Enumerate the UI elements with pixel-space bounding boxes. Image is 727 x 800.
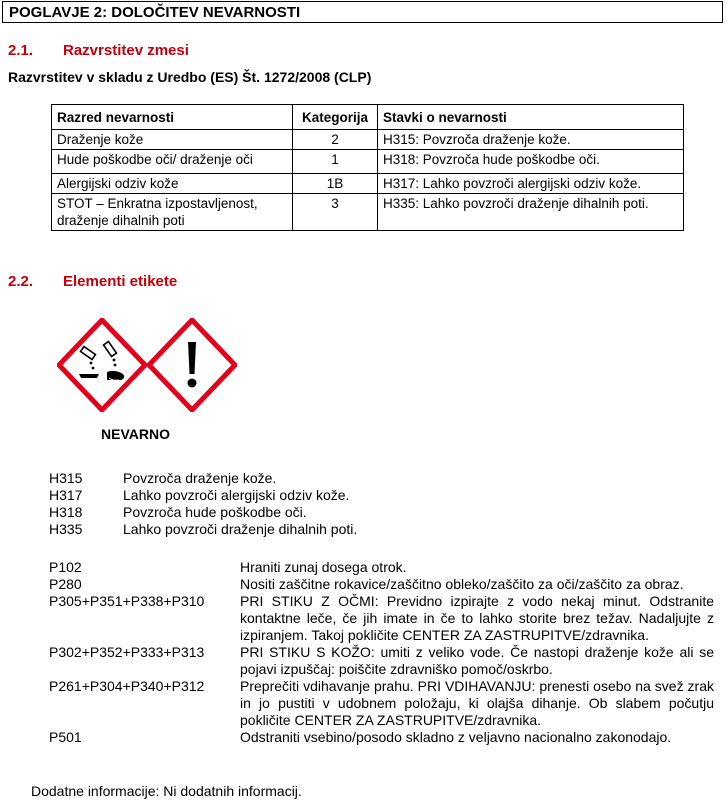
hazard-code: H318 [49,504,83,520]
precautionary-text: Preprečiti vdihavanje prahu. PRI VDIHAVANJU: prenesti osebo na svež zrak in jo pustiti v udobnem položaju, ki olajša dihanje. Ob slabem počutju pokličite CENTER ZA ZASTRUPITVE/zdravnika. [240,678,714,728]
hazard-statement-cell: H335: Lahko povzroči draženje dihalnih poti. [378,194,684,231]
hazard-class-cell: Alergijski odziv kože [52,174,293,194]
ghs-pictograms [57,318,237,412]
table-row [52,194,684,231]
hazard-text: Lahko povzroči draženje dihalnih poti. [123,521,358,537]
hazard-text: Povzroča hude poškodbe oči. [123,504,307,520]
precautionary-text: PRI STIKU S KOŽO: umiti z veliko vode. Če nastopi draženje kože ali se pojavi izpuščaj: poiščite zdravniško pomoč/oskrbo. [240,644,714,677]
list-item [49,559,714,576]
hazard-class-cell: STOT – Enkratna izpostavljenost, draženje dihalnih poti [52,194,293,231]
category-cell: 2 [293,130,378,150]
table-row [52,150,684,174]
precautionary-code: P501 [49,729,82,745]
precautionary-text: PRI STIKU Z OČMI: Previdno izpirajte z vodo nekaj minut. Odstranite kontaktne leče, če jih imate in če to lahko storite brez težav. Nadaljujte z izpiranjem. Takoj pokličite CENTER ZA ZASTRUPITVE/zdravnika. [240,593,714,643]
precautionary-statements-list [49,559,714,746]
hazard-code: H315 [49,470,83,486]
column-header: Kategorija [293,105,378,130]
hazard-code: H317 [49,487,83,503]
category-cell: 1B [293,174,378,194]
hazard-class-cell: Hude poškodbe oči/ draženje oči [52,150,293,174]
additional-information: Dodatne informacije: Ni dodatnih informacij. [31,783,302,799]
section-title: Elementi etikete [63,273,178,290]
hazard-statement-cell: H318: Povzroča hude poškodbe oči. [378,150,684,174]
precautionary-text: Nositi zaščitne rokavice/zaščitno obleko/zaščito za oči/zaščito za obraz. [240,576,684,592]
list-item [49,487,357,504]
category-cell: 3 [293,194,378,231]
hazard-statements-list [49,470,357,538]
list-item [49,729,714,746]
column-header: Stavki o nevarnosti [378,105,684,130]
chapter-header [2,1,723,23]
section-number: 2.2. [8,273,34,290]
precautionary-text: Hraniti zunaj dosega otrok. [240,559,407,575]
table-row [52,174,684,194]
classification-subheading: Razvrstitev v skladu z Uredbo (ES) Št. 1272/2008 (CLP) [8,69,372,85]
list-item [49,593,714,644]
list-item [49,470,357,487]
signal-word: NEVARNO [101,426,170,442]
hazard-text: Povzroča draženje kože. [123,470,277,486]
section-title: Razvrstitev zmesi [63,42,189,59]
precautionary-code: P261+P304+P340+P312 [49,678,205,694]
hazard-class-cell: Draženje kože [52,130,293,150]
category-cell: 1 [293,150,378,174]
precautionary-code: P302+P352+P333+P313 [49,644,205,660]
list-item [49,576,714,593]
list-item [49,504,357,521]
section-2-1-heading [8,42,189,59]
chapter-title: POGLAVJE 2: DOLOČITEV NEVARNOSTI [9,4,301,21]
column-header: Razred nevarnosti [52,105,293,130]
table-row [52,130,684,150]
hazard-text: Lahko povzroči alergijski odziv kože. [123,487,350,503]
hazard-code: H335 [49,521,83,537]
list-item [49,644,714,678]
precautionary-text: Odstraniti vsebino/posodo skladno z veljavno nacionalno zakonodajo. [240,729,672,745]
precautionary-code: P102 [49,559,82,575]
corrosion-pictogram-icon [59,320,145,410]
hazard-statement-cell: H315: Povzroča draženje kože. [378,130,684,150]
section-2-2-heading [8,273,177,290]
table-header-row [52,105,684,130]
list-item [49,521,357,538]
exclamation-mark-pictogram-icon [149,320,235,410]
hazard-statement-cell: H317: Lahko povzroči alergijski odziv kože. [378,174,684,194]
section-number: 2.1. [8,42,34,59]
precautionary-code: P305+P351+P338+P310 [49,593,205,609]
precautionary-code: P280 [49,576,82,592]
list-item [49,678,714,729]
hazard-classification-table [51,104,684,231]
